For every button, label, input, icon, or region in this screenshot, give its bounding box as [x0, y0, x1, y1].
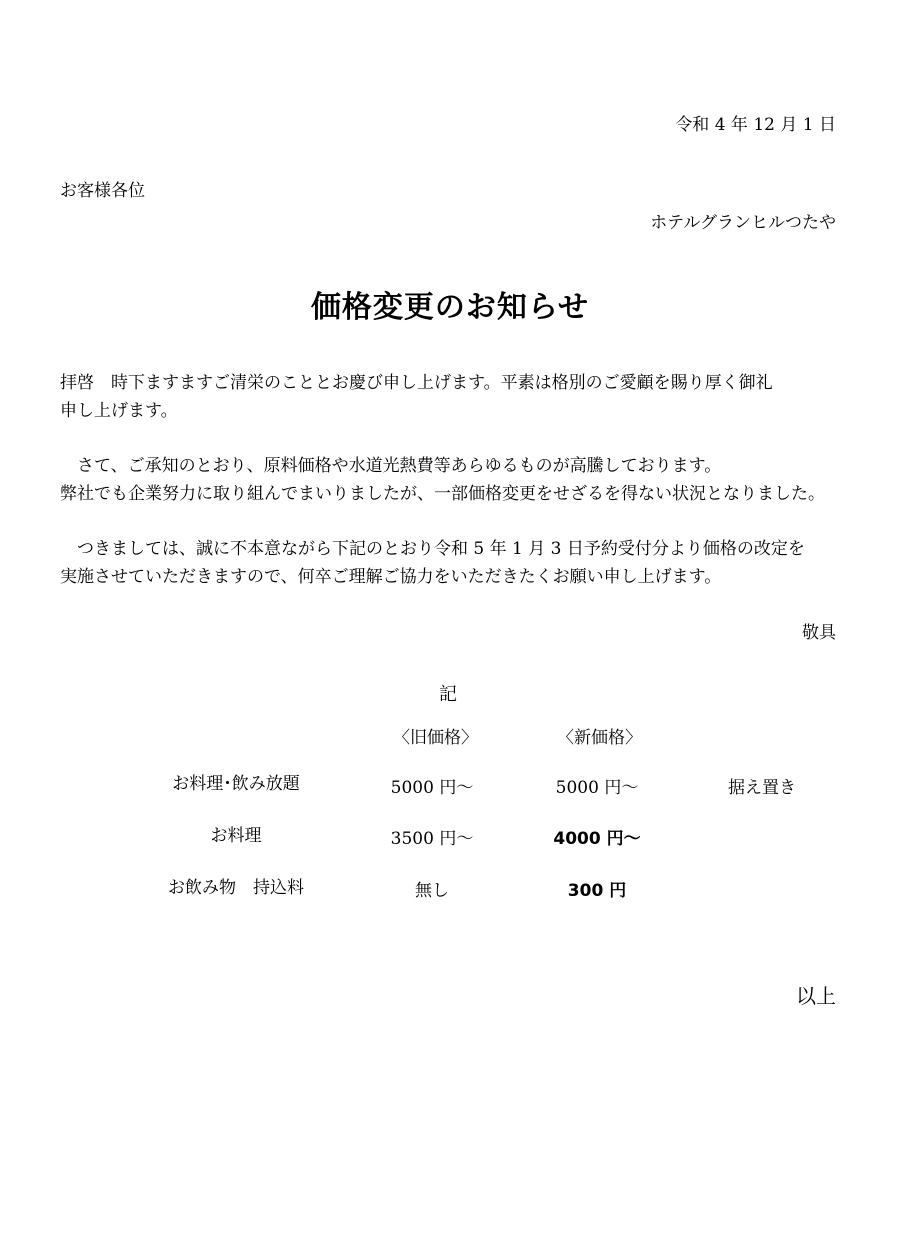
paragraph-reason [60, 452, 850, 508]
row-old-price: 無し [415, 881, 449, 901]
row-item: お料理 [210, 826, 262, 846]
row-new-price: 4000 円～ [553, 829, 641, 849]
page-title: 価格変更のお知らせ [310, 290, 590, 325]
paragraph-line: 実施させていただきますので、何卒ご理解ご協力をいただきたくお願い申し上げます。 [60, 567, 722, 587]
paragraph-line: 拝啓 時下ますますご清栄のこととお慶び申し上げます。平素は格別のご愛顧を賜り厚く御礼 [60, 373, 773, 393]
header-new-price: 〈新価格〉 [557, 728, 642, 748]
row-item: お飲み物 持込料 [168, 878, 304, 898]
paragraph-line: 弊社でも企業努力に取り組んでまいりましたが、一部価格変更をせざるを得ない状況となりました。 [60, 484, 825, 504]
paragraph-line: つきましては、誠に不本意ながら下記のとおり令和 5 年 1 月 3 日予約受付分より価格の改定を [77, 539, 805, 559]
header-old-price: 〈旧価格〉 [393, 728, 478, 748]
row-new-price: 5000 円～ [555, 778, 639, 798]
paragraph-line: 申し上げます。 [60, 401, 178, 421]
paragraph-line: さて、ご承知のとおり、原料価格や水道光熱費等あらゆるものが高騰しております。 [77, 456, 722, 476]
paragraph-announcement [60, 535, 850, 591]
closing-ijou: 以上 [796, 984, 836, 1008]
row-old-price: 5000 円～ [390, 778, 474, 798]
sender: ホテルグランヒルつたや [650, 213, 836, 233]
row-old-price: 3500 円～ [390, 829, 474, 849]
ki-heading: 記 [439, 684, 457, 705]
row-note: 据え置き [728, 778, 796, 798]
closing-keigu: 敬具 [802, 623, 836, 643]
document-date: 令和 4 年 12 月 1 日 [675, 115, 836, 135]
row-item: お料理･飲み放題 [172, 774, 300, 794]
recipient: お客様各位 [60, 181, 145, 201]
paragraph-greeting [60, 369, 850, 425]
row-new-price: 300 円 [567, 881, 627, 901]
